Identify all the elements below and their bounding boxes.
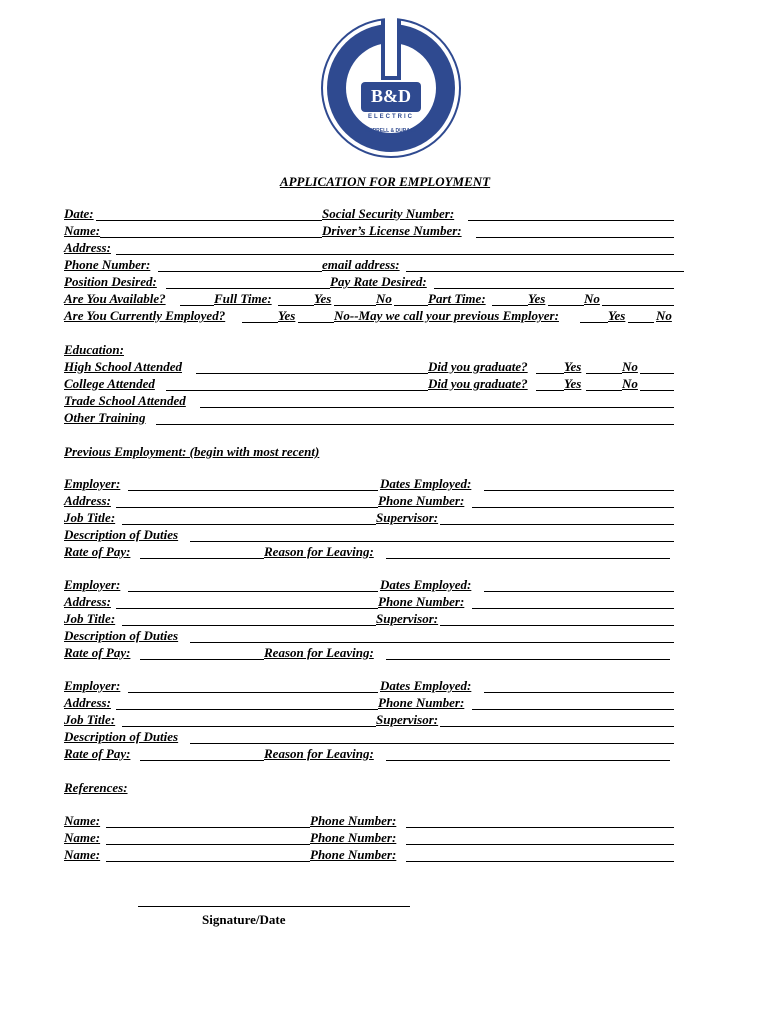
signature-label: Signature/Date bbox=[202, 912, 286, 927]
job-title-3-label: Job Title: bbox=[64, 712, 116, 727]
part-time-yes-blank[interactable] bbox=[548, 305, 584, 306]
high-school-no[interactable]: No bbox=[622, 359, 638, 374]
employer-3-phone-label: Phone Number: bbox=[378, 695, 465, 710]
full-time-yes-blank[interactable] bbox=[334, 305, 376, 306]
supervisor-1-field[interactable] bbox=[440, 524, 674, 525]
pay-rate-label: Pay Rate Desired: bbox=[330, 274, 427, 289]
high-school-no-blank[interactable] bbox=[640, 373, 674, 374]
ssn-label: Social Security Number: bbox=[322, 206, 455, 221]
reason-leaving-2-field[interactable] bbox=[386, 659, 670, 660]
reason-leaving-3-label: Reason for Leaving: bbox=[264, 746, 374, 761]
reference-3-name-label: Name: bbox=[64, 847, 101, 862]
high-school-yes[interactable]: Yes bbox=[564, 359, 582, 374]
duties-1-label: Description of Duties bbox=[64, 527, 179, 542]
employer-1-label: Employer: bbox=[64, 476, 121, 491]
duties-2-field[interactable] bbox=[190, 642, 674, 643]
supervisor-2-field[interactable] bbox=[440, 625, 674, 626]
rate-of-pay-3-label: Rate of Pay: bbox=[64, 746, 131, 761]
reference-3-phone-label: Phone Number: bbox=[310, 847, 397, 862]
reference-3-phone-field[interactable] bbox=[406, 861, 674, 862]
may-call-blank[interactable] bbox=[580, 322, 608, 323]
employer-2-field[interactable] bbox=[128, 591, 378, 592]
college-graduate-label: Did you graduate? bbox=[428, 376, 528, 391]
employed-blank[interactable] bbox=[242, 322, 278, 323]
college-no-blank[interactable] bbox=[640, 390, 674, 391]
full-time-blank[interactable] bbox=[278, 305, 314, 306]
part-time-no-blank[interactable] bbox=[602, 305, 674, 306]
address-field[interactable] bbox=[116, 254, 674, 255]
college-label: College Attended bbox=[64, 376, 155, 391]
job-title-2-label: Job Title: bbox=[64, 611, 116, 626]
part-time-label: Part Time: bbox=[428, 291, 486, 306]
employer-1-phone-label: Phone Number: bbox=[378, 493, 465, 508]
employer-2-address-field[interactable] bbox=[116, 608, 378, 609]
phone-label: Phone Number: bbox=[64, 257, 151, 272]
dates-employed-2-label: Dates Employed: bbox=[380, 577, 472, 592]
reference-1-phone-label: Phone Number: bbox=[310, 813, 397, 828]
employed-label: Are You Currently Employed? bbox=[64, 308, 226, 323]
employer-3-phone-field[interactable] bbox=[472, 709, 674, 710]
supervisor-2-label: Supervisor: bbox=[376, 611, 439, 626]
employer-1-address-label: Address: bbox=[64, 493, 111, 508]
logo-monogram: B&D bbox=[371, 86, 411, 106]
employer-2-address-label: Address: bbox=[64, 594, 111, 609]
employer-3-field[interactable] bbox=[128, 692, 378, 693]
may-call-yes[interactable]: Yes bbox=[608, 308, 626, 323]
reference-2-phone-label: Phone Number: bbox=[310, 830, 397, 845]
name-label: Name: bbox=[64, 223, 101, 238]
full-time-no-blank[interactable] bbox=[394, 305, 428, 306]
high-school-field[interactable] bbox=[196, 373, 428, 374]
reference-3-name-field[interactable] bbox=[106, 861, 310, 862]
job-title-3-field[interactable] bbox=[122, 726, 376, 727]
full-time-label: Full Time: bbox=[214, 291, 272, 306]
job-title-2-field[interactable] bbox=[122, 625, 376, 626]
dates-employed-3-label: Dates Employed: bbox=[380, 678, 472, 693]
may-call-label: No--May we call your previous Employer: bbox=[334, 308, 559, 323]
employer-3-label: Employer: bbox=[64, 678, 121, 693]
dl-field[interactable] bbox=[476, 237, 674, 238]
employer-2-label: Employer: bbox=[64, 577, 121, 592]
job-title-1-field[interactable] bbox=[122, 524, 376, 525]
dates-employed-2-field[interactable] bbox=[484, 591, 674, 592]
company-logo bbox=[321, 18, 461, 158]
reason-leaving-1-label: Reason for Leaving: bbox=[264, 544, 374, 559]
available-spacer bbox=[180, 305, 214, 306]
employer-3-address-label: Address: bbox=[64, 695, 111, 710]
full-time-no[interactable]: No bbox=[376, 291, 392, 306]
trade-school-label: Trade School Attended bbox=[64, 393, 186, 408]
education-heading: Education: bbox=[64, 342, 124, 357]
other-training-label: Other Training bbox=[64, 410, 146, 425]
references-heading: References: bbox=[64, 780, 128, 795]
part-time-no[interactable]: No bbox=[584, 291, 600, 306]
reason-leaving-1-field[interactable] bbox=[386, 558, 670, 559]
duties-1-field[interactable] bbox=[190, 541, 674, 542]
college-no[interactable]: No bbox=[622, 376, 638, 391]
position-label: Position Desired: bbox=[64, 274, 157, 289]
employed-yes-blank[interactable] bbox=[298, 322, 334, 323]
dates-employed-3-field[interactable] bbox=[484, 692, 674, 693]
employer-1-phone-field[interactable] bbox=[472, 507, 674, 508]
trade-school-field[interactable] bbox=[200, 407, 674, 408]
employer-3-address-field[interactable] bbox=[116, 709, 378, 710]
college-yes[interactable]: Yes bbox=[564, 376, 582, 391]
reference-1-name-field[interactable] bbox=[106, 827, 310, 828]
high-school-graduate-blank[interactable] bbox=[536, 373, 564, 374]
dl-label: Driver’s License Number: bbox=[322, 223, 462, 238]
reference-1-phone-field[interactable] bbox=[406, 827, 674, 828]
duties-3-field[interactable] bbox=[190, 743, 674, 744]
reference-2-phone-field[interactable] bbox=[406, 844, 674, 845]
previous-employment-heading: Previous Employment: (begin with most recent) bbox=[64, 444, 320, 459]
address-label: Address: bbox=[64, 240, 111, 255]
ssn-field[interactable] bbox=[468, 220, 674, 221]
other-training-field[interactable] bbox=[156, 424, 674, 425]
dates-employed-1-label: Dates Employed: bbox=[380, 476, 472, 491]
employer-1-field[interactable] bbox=[128, 490, 378, 491]
logo-ring-text: ELECTRIC bbox=[368, 114, 414, 120]
college-graduate-blank[interactable] bbox=[536, 390, 564, 391]
rate-of-pay-1-label: Rate of Pay: bbox=[64, 544, 131, 559]
part-time-yes[interactable]: Yes bbox=[528, 291, 546, 306]
reason-leaving-2-label: Reason for Leaving: bbox=[264, 645, 374, 660]
employer-1-address-field[interactable] bbox=[116, 507, 378, 508]
reference-1-name-label: Name: bbox=[64, 813, 101, 828]
job-title-1-label: Job Title: bbox=[64, 510, 116, 525]
page-title: APPLICATION FOR EMPLOYMENT bbox=[279, 174, 491, 189]
pay-rate-field[interactable] bbox=[434, 288, 674, 289]
full-time-yes[interactable]: Yes bbox=[314, 291, 332, 306]
college-yes-blank[interactable] bbox=[586, 390, 622, 391]
part-time-blank[interactable] bbox=[492, 305, 528, 306]
date-field[interactable] bbox=[96, 220, 322, 221]
dates-employed-1-field[interactable] bbox=[484, 490, 674, 491]
rate-of-pay-3-field[interactable] bbox=[140, 760, 264, 761]
duties-3-label: Description of Duties bbox=[64, 729, 179, 744]
high-school-label: High School Attended bbox=[64, 359, 182, 374]
reason-leaving-3-field[interactable] bbox=[386, 760, 670, 761]
employed-yes[interactable]: Yes bbox=[278, 308, 296, 323]
reference-2-name-field[interactable] bbox=[106, 844, 310, 845]
employer-2-phone-label: Phone Number: bbox=[378, 594, 465, 609]
email-field[interactable] bbox=[406, 271, 684, 272]
rate-of-pay-1-field[interactable] bbox=[140, 558, 264, 559]
phone-field[interactable] bbox=[158, 271, 322, 272]
supervisor-3-label: Supervisor: bbox=[376, 712, 439, 727]
duties-2-label: Description of Duties bbox=[64, 628, 179, 643]
high-school-yes-blank[interactable] bbox=[586, 373, 622, 374]
logo-arc-text: BURRELL & DURACT bbox=[365, 128, 417, 134]
name-field[interactable] bbox=[100, 237, 322, 238]
high-school-graduate-label: Did you graduate? bbox=[428, 359, 528, 374]
date-label: Date: bbox=[64, 206, 94, 221]
signature-line[interactable] bbox=[138, 906, 410, 907]
rate-of-pay-2-label: Rate of Pay: bbox=[64, 645, 131, 660]
employer-2-phone-field[interactable] bbox=[472, 608, 674, 609]
email-label: email address: bbox=[322, 257, 400, 272]
supervisor-1-label: Supervisor: bbox=[376, 510, 439, 525]
may-call-yes-blank[interactable] bbox=[628, 322, 654, 323]
rate-of-pay-2-field[interactable] bbox=[140, 659, 264, 660]
college-field[interactable] bbox=[166, 390, 428, 391]
supervisor-3-field[interactable] bbox=[440, 726, 674, 727]
position-field[interactable] bbox=[166, 288, 330, 289]
available-label: Are You Available? bbox=[64, 291, 166, 306]
may-call-no[interactable]: No bbox=[656, 308, 672, 323]
reference-2-name-label: Name: bbox=[64, 830, 101, 845]
